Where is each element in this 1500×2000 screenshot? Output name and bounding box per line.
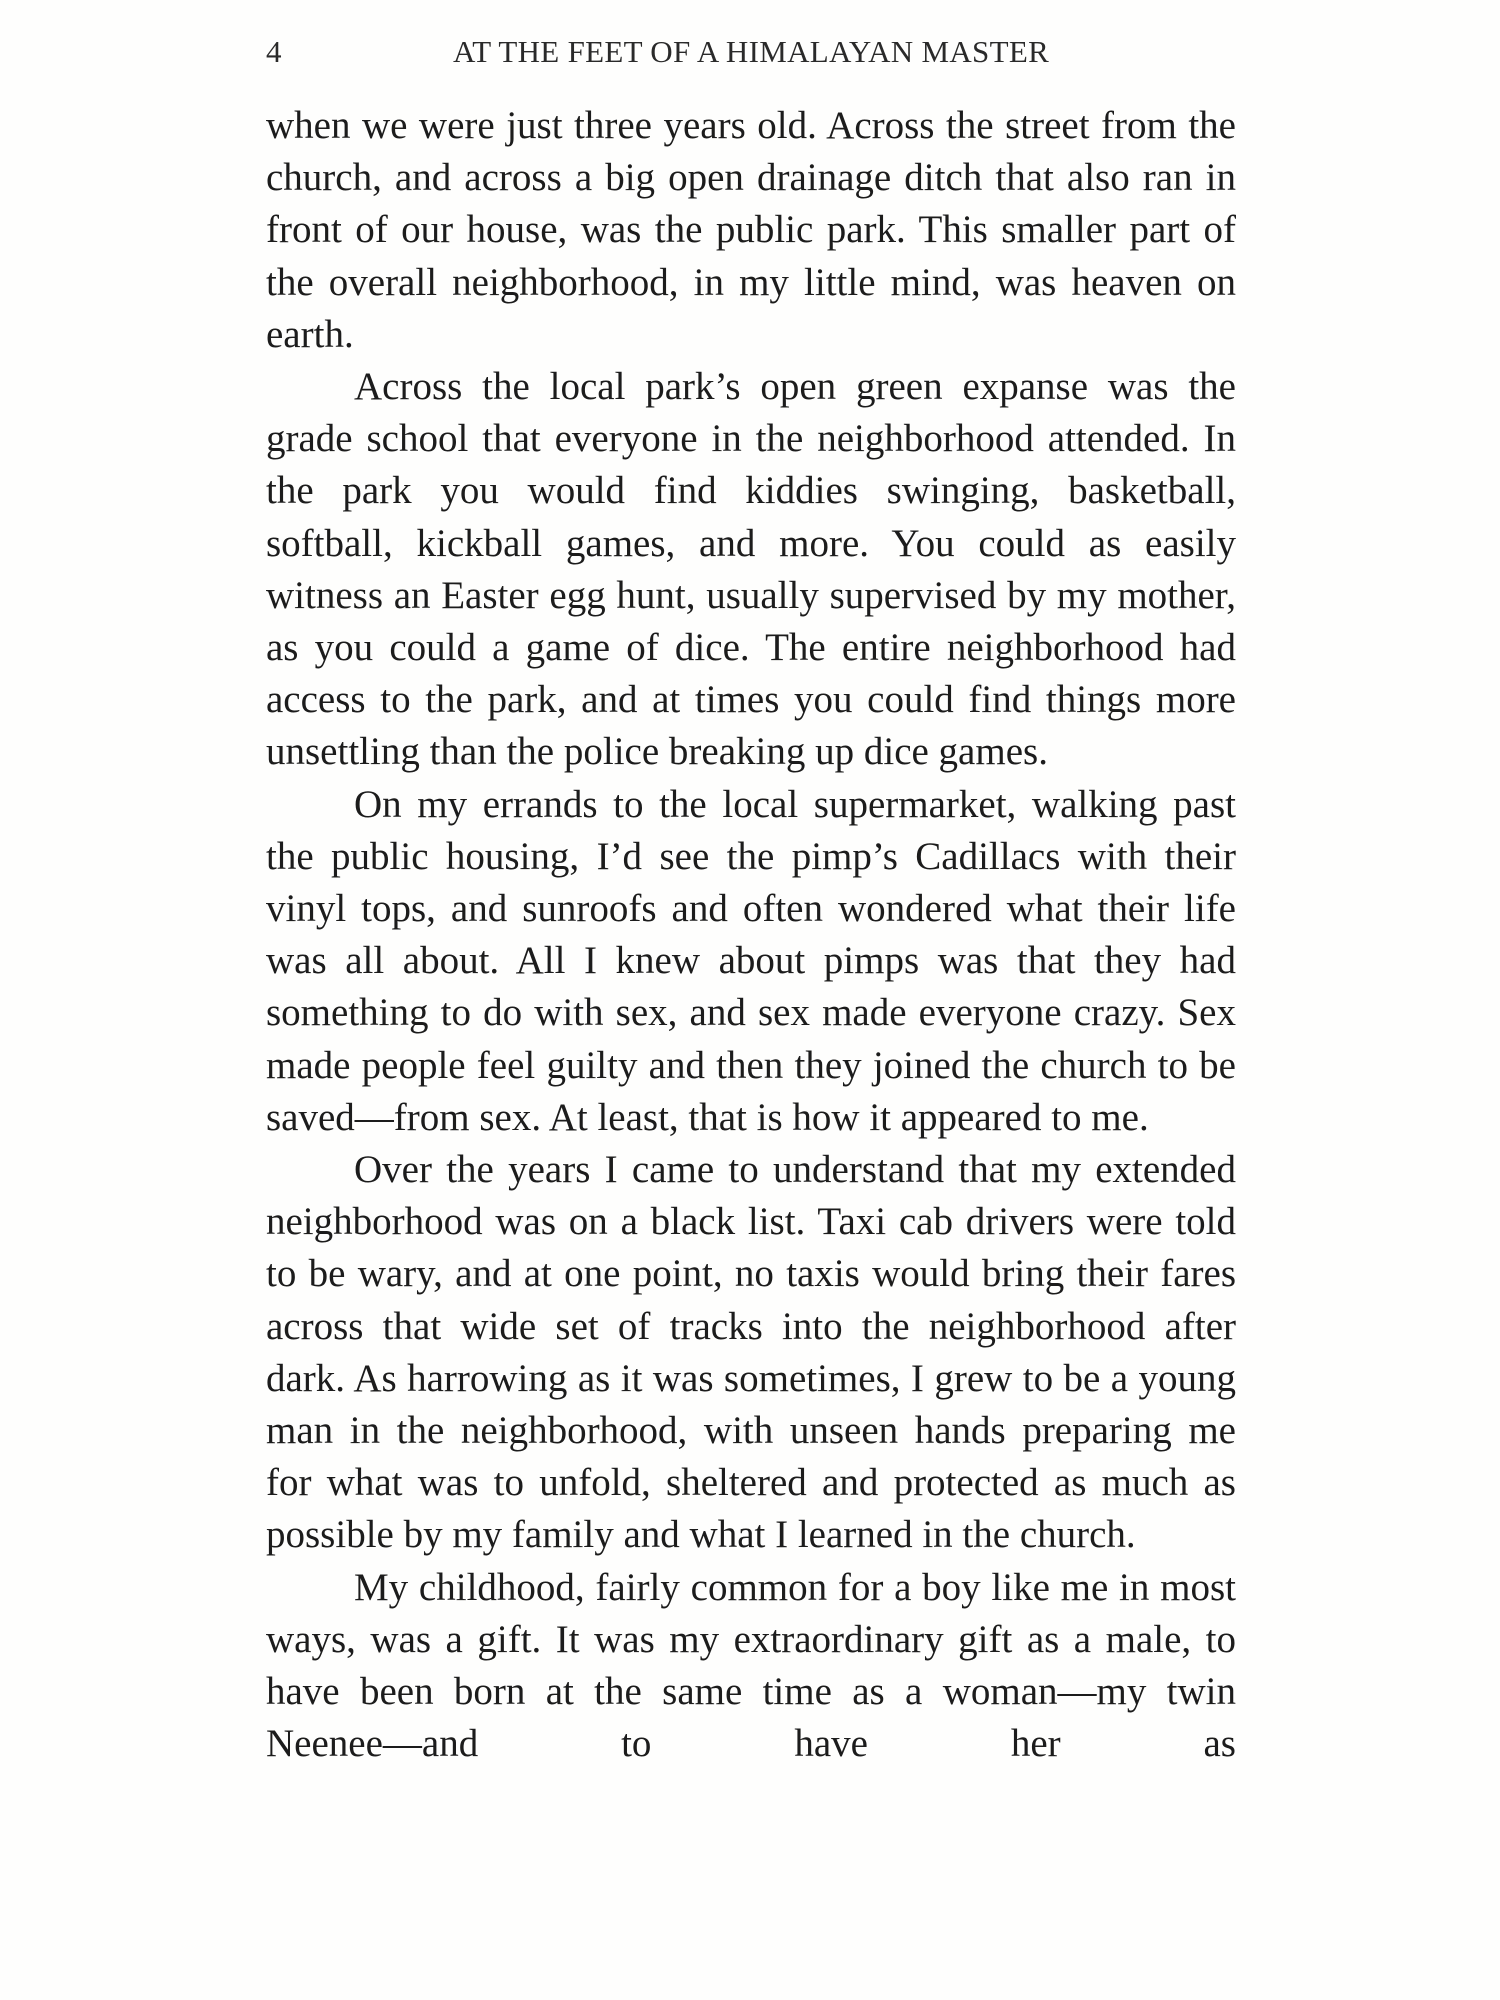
running-title: AT THE FEET OF A HIMALAYAN MASTER	[452, 34, 1050, 69]
running-head	[266, 32, 1236, 72]
paragraph-continued: when we were just three years old. Across the street from the church, and across a big open drainage ditch that also ran in front of our house, was the public park. This smaller part of the overall neighborhood, in my little mind, was heaven on earth.	[266, 104, 1236, 356]
paragraph-park: Across the local park’s open green expanse was the grade school that everyone in the neighborhood attended. In the park you would find kiddies swinging, basketball, softball, kickball games, and more. You could as easily witness an Easter egg hunt, usually supervised by my mother, as you could a game of dice. The entire neighborhood had access to the park, and at times you could find things more unsettling than the police breaking up dice games.	[266, 365, 1236, 774]
paragraph-black-list: Over the years I came to understand that my extended neighborhood was on a black list. Taxi cab drivers were told to be wary, and at one point, no taxis would bring their fares across that wide set of tracks into the neighborhood after dark. As harrowing as it was sometimes, I grew to be a young man in the neighborhood, with unseen hands preparing me for what was to unfold, sheltered and protected as much as possible by my family and what I learned in the church.	[266, 1148, 1236, 1557]
page-number: 4	[266, 34, 282, 69]
body-text	[266, 100, 1236, 1771]
paragraph-errands: On my errands to the local supermarket, walking past the public housing, I’d see the pimp’s Cadillacs with their vinyl tops, and sunroofs and often wondered what their life was all about. All I knew about pimps was that they had something to do with sex, and sex made everyone crazy. Sex made people feel guilty and then they joined the church to be saved—from sex. At least, that is how it appeared to me.	[266, 782, 1236, 1139]
paragraph-childhood: My childhood, fairly common for a boy like me in most ways, was a gift. It was my extraordinary gift as a male, to have been born at the same time as a woman—my twin Neenee—and to have her as	[266, 1565, 1236, 1766]
